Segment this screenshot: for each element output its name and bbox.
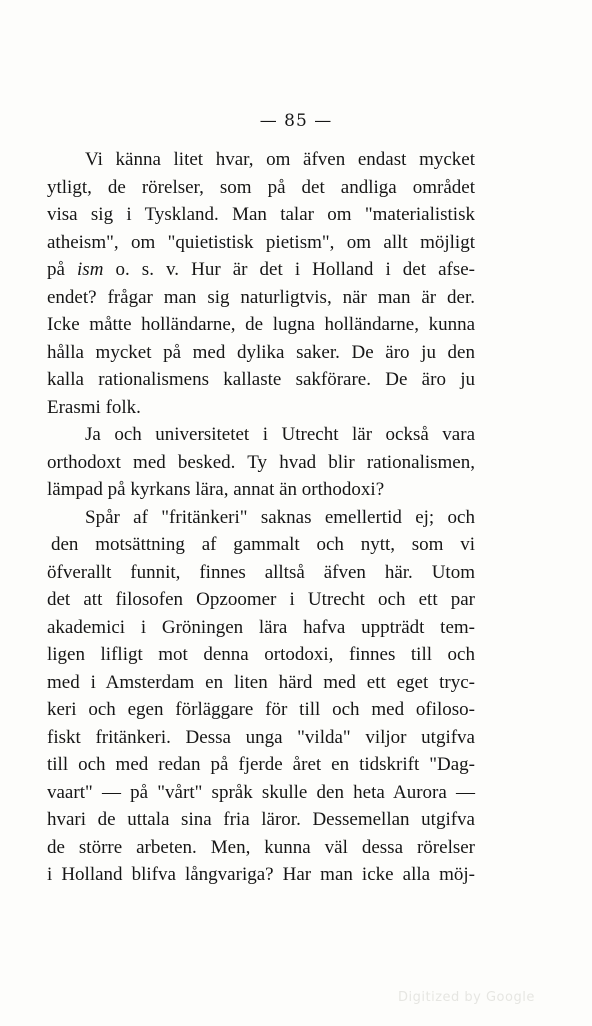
text-line: hvari de uttala sina fria läror. Dessemellan utgifva xyxy=(47,809,475,830)
text-line: hålla mycket på med dylika saker. De äro ju den xyxy=(47,341,475,363)
text-line: fiskt fritänkeri. Dessa unga "vilda" viljor utgifva xyxy=(47,726,475,748)
text-line: keri och egen förläggare för till och med ofiloso- xyxy=(47,699,475,720)
text-line: i Holland blifva långvariga? Har man icke alla möj- xyxy=(47,864,475,885)
text-line: Ja och universitetet i Utrecht lär också vara xyxy=(85,424,475,445)
text-line: akademici i Gröningen lära hafva uppträdt tem- xyxy=(47,616,475,638)
text-line: Icke måtte holländarne, de lugna holländarne, kunna xyxy=(47,314,475,335)
text-line: orthodoxt med besked. Ty hvad blir rationalismen, xyxy=(47,451,475,473)
text-line: till och med redan på fjerde året en tidskrift "Dag- xyxy=(47,754,475,775)
text-line: Erasmi folk. xyxy=(47,396,141,418)
emphasized-word: ism xyxy=(77,259,104,280)
text-line: på ism o. s. v. Hur är det i Holland i det afse- xyxy=(47,259,476,280)
text-line: den motsättning af gammalt och nytt, som vi xyxy=(51,534,475,555)
text-line: ligen lifligt mot denna ortodoxi, finnes till och xyxy=(47,644,475,665)
text-line: Spår af "fritänkeri" saknas emellertid ej; och xyxy=(85,506,475,528)
text-line: lämpad på kyrkans lära, annat än orthodoxi? xyxy=(47,479,385,500)
text-line: atheism", om "quietistisk pietism", om allt möjligt xyxy=(47,231,475,253)
text-line: visa sig i Tyskland. Man talar om "materialistisk xyxy=(47,204,475,225)
text-line: det att filosofen Opzoomer i Utrecht och ett par xyxy=(47,589,475,610)
page-number: — 85 — xyxy=(259,111,333,131)
text-line: öfverallt funnit, finnes alltså äfven här. Utom xyxy=(47,561,475,583)
body-text xyxy=(47,146,475,889)
text-line: med i Amsterdam en liten härd med ett eget tryc- xyxy=(47,671,475,693)
text-line: kalla rationalismens kallaste sakförare. De äro ju xyxy=(47,369,475,390)
watermark: Digitized by Google xyxy=(398,990,535,1005)
text-line: ytligt, de rörelser, som på det andliga området xyxy=(47,176,475,198)
text-line: endet? frågar man sig naturligtvis, när man är der. xyxy=(47,286,475,308)
text-line: Vi känna litet hvar, om äfven endast mycket xyxy=(85,149,475,170)
text-line: de större arbeten. Men, kunna väl dessa rörelser xyxy=(47,836,475,858)
text-line: vaart" — på "vårt" språk skulle den heta Aurora — xyxy=(47,781,475,803)
